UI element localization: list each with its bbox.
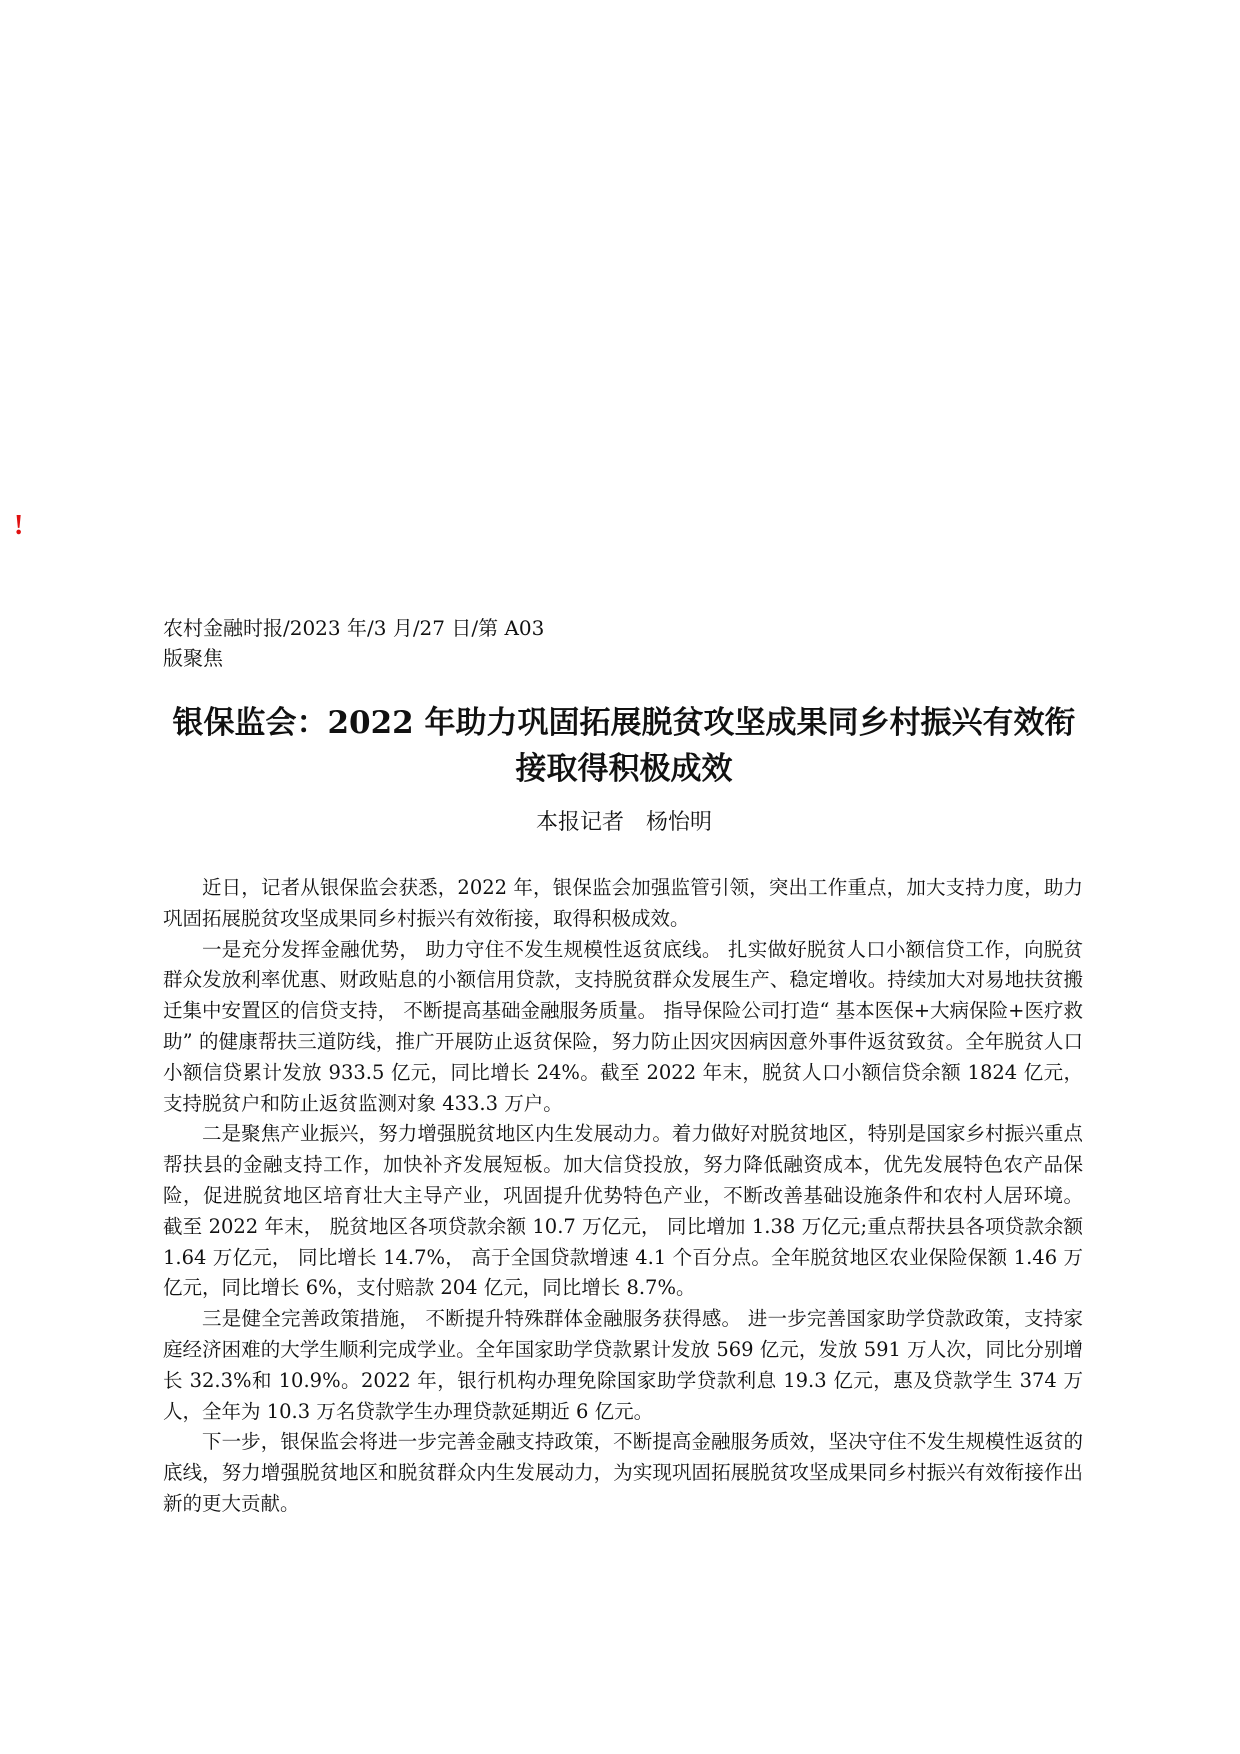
byline: 本报记者 杨怡明 — [535, 810, 712, 835]
paragraph-point-3: 三是健全完善政策措施， 不断提升特殊群体金融服务获得感。 进一步完善国家助学贷款政策，支持家庭经济困难的大学生顺利完成学业。全年国家助学贷款累计发放 569 亿元，发放 591 万人次，同比分别增长 32.3%和 10.9%。2022 年，银行机构办理免除国家助学贷款利息 19.3 亿元，惠及贷款学生 374 万人，全年为 10.3 万名贷款学生办理贷款延期近 6 亿元。 — [163, 1307, 1083, 1423]
article-body — [163, 873, 1083, 1520]
source-line — [163, 613, 593, 673]
paragraph-point-1: 一是充分发挥金融优势， 助力守住不发生规模性返贫底线。 扎实做好脱贫人口小额信贷工作，向脱贫群众发放利率优惠、财政贴息的小额信用贷款，支持脱贫群众发展生产、稳定增收。持续加大对易地扶贫搬迁集中安置区的信贷支持， 不断提高基础金融服务质量。 指导保险公司打造“ 基本医保+大病保险+医疗救助” 的健康帮扶三道防线，推广开展防止返贫保险，努力防止因灾因病因意外事件返贫致贫。全年脱贫人口小额信贷累计发放 933.5 亿元，同比增长 24%。截至 2022 年末，脱贫人口小额信贷余额 1824 亿元，支持脱贫户和防止返贫监测对象 433.3 万户。 — [163, 937, 1083, 1115]
paragraph-intro: 近日，记者从银保监会获悉，2022 年，银保监会加强监管引领，突出工作重点，加大支持力度，助力巩固拓展脱贫攻坚成果同乡村振兴有效衔接，取得积极成效。 — [163, 876, 1083, 930]
article-headline: 银保监会：2022 年助力巩固拓展脱贫攻坚成果同乡村振兴有效衔接取得积极成效 — [172, 705, 1076, 787]
source-line-2: 版聚焦 — [163, 646, 223, 670]
source-line-1: 农村金融时报/2023 年/3 月/27 日/第 A03 — [163, 616, 545, 640]
paragraph-conclusion: 下一步，银保监会将进一步完善金融支持政策，不断提高金融服务质效，坚决守住不发生规模性返贫的底线，努力增强脱贫地区和脱贫群众内生发展动力，为实现巩固拓展脱贫攻坚成果同乡村振兴有效衔接作出新的更大贡献。 — [163, 1430, 1083, 1515]
paragraph-point-2: 二是聚焦产业振兴，努力增强脱贫地区内生发展动力。着力做好对脱贫地区，特别是国家乡村振兴重点帮扶县的金融支持工作，加快补齐发展短板。加大信贷投放，努力降低融资成本，优先发展特色农产品保险，促进脱贫地区培育壮大主导产业，巩固提升优势特色产业，不断改善基础设施条件和农村人居环境。 截至 2022 年末， 脱贫地区各项贷款余额 10.7 万亿元， 同比增加 1.38 万亿元;重点帮扶县各项贷款余额 1.64 万亿元， 同比增长 14.7%， 高于全国贷款增速 4.1 个百分点。全年脱贫地区农业保险保额 1.46 万亿元，同比增长 6%，支付赔款 204 亿元，同比增长 8.7%。 — [163, 1122, 1083, 1300]
warning-mark: ! — [14, 510, 24, 541]
